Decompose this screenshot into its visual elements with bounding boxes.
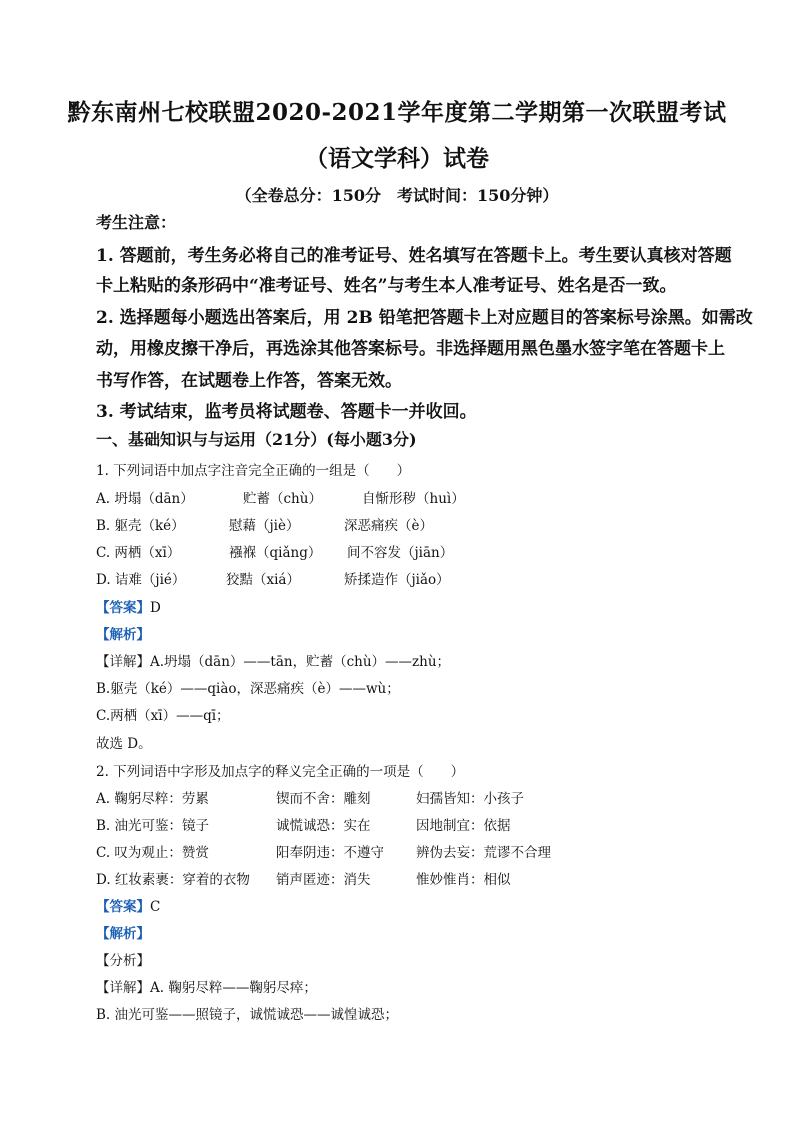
detail-tag: 【详解】 — [96, 654, 150, 670]
q1-c-item2: 襁褓（qiǎng） — [229, 545, 322, 561]
q1-d-item3: 矫揉造作（jiǎo） — [344, 572, 450, 588]
notice-heading: 考生注意： — [96, 213, 177, 232]
q1-b-item1: B. 躯壳（ké） — [96, 518, 185, 534]
q1-detail-line: C.两栖（xī）——qī； — [96, 708, 230, 724]
q2-c-item1: C. 叹为观止：赞赏 — [96, 845, 209, 861]
exam-subtitle: （全卷总分：150分 考试时间：150分钟） — [235, 186, 559, 205]
q1-detail — [96, 650, 450, 670]
analysis-tag: 【解析】 — [96, 627, 150, 643]
q2-b-item2: 诚慌诚恐：实在 — [276, 818, 371, 834]
q1-analysis — [96, 623, 150, 643]
fenxi-tag: 【分析】 — [96, 953, 150, 969]
q1-a-item3: 自惭形秽（huì） — [362, 491, 465, 507]
q1-answer — [96, 596, 161, 616]
notice-line: 1. 答题前，考生务必将自己的准考证号、姓名填写在答题卡上。考生要认真核对答题 — [96, 246, 732, 266]
q1-d-item2: 狡黠（xiá） — [226, 572, 300, 588]
notice-line: 动，用橡皮擦干净后，再选涂其他答案标号。非选择题用黑色墨水签字笔在答题卡上 — [96, 339, 725, 359]
q2-a-item1: A. 鞠躬尽粹：劳累 — [96, 791, 209, 807]
detail-tag: 【详解】 — [96, 980, 150, 996]
q2-detail-line: B. 油光可鉴——照镜子，诚慌诚恐——诚惶诚恐； — [96, 1007, 399, 1023]
q2-d-item1: D. 红妆素裹：穿着的衣物 — [96, 872, 250, 888]
answer-value: D — [150, 600, 161, 616]
q2-c-item2: 阳奉阴违：不遵守 — [276, 845, 384, 861]
q2-d-item3: 惟妙惟肖：相似 — [416, 872, 511, 888]
notice-line: 3. 考试结束，监考员将试题卷、答题卡一并收回。 — [96, 402, 477, 422]
notice-line: 书写作答，在试题卷上作答，答案无效。 — [96, 371, 402, 391]
q2-c-item3: 辨伪去妄：荒谬不合理 — [416, 845, 551, 861]
q1-b-item3: 深恶痛疾（è） — [344, 518, 433, 534]
q1-detail-line: B.躯壳（ké）——qiào，深恶痛疾（è）——wù； — [96, 681, 400, 697]
q2-a-item3: 妇孺皆知：小孩子 — [416, 791, 524, 807]
answer-tag: 【答案】 — [96, 600, 150, 616]
q2-analysis — [96, 922, 150, 942]
q1-d-item1: D. 诘难（jié） — [96, 572, 186, 588]
section1-heading: 一、基础知识与与运用（21分）(每小题3分) — [96, 430, 417, 449]
q1-a-item1: A. 坍塌（dān） — [96, 491, 194, 507]
q1-c-item3: 间不容发（jiān） — [347, 545, 454, 561]
q2-stem: 2. 下列词语中字形及加点字的释义完全正确的一项是（ ） — [96, 764, 465, 780]
detail-line: A.坍塌（dān）——tān，贮蓄（chù）——zhù； — [150, 654, 451, 670]
q1-a-item2: 贮蓄（chù） — [243, 491, 322, 507]
exam-title-line2: （语文学科）试卷 — [305, 145, 489, 172]
q2-b-item3: 因地制宜：依据 — [416, 818, 511, 834]
q1-detail-line: 故选 D。 — [96, 736, 152, 752]
q2-d-item2: 销声匿迹：消失 — [276, 872, 371, 888]
exam-title-line1: 黔东南州七校联盟2020-2021学年度第二学期第一次联盟考试 — [67, 99, 727, 126]
analysis-tag: 【解析】 — [96, 926, 150, 942]
q2-b-item1: B. 油光可鉴：镜子 — [96, 818, 210, 834]
detail-line: A. 鞠躬尽粹——鞠躬尽瘁； — [150, 980, 317, 996]
notice-line: 卡上粘贴的条形码中“准考证号、姓名”与考生本人准考证号、姓名是否一致。 — [96, 276, 677, 296]
q1-b-item2: 慰藉（jiè） — [229, 518, 300, 534]
q1-c-item1: C. 两栖（xī） — [96, 545, 181, 561]
q2-detail — [96, 976, 317, 996]
q2-answer — [96, 895, 160, 915]
q2-fenxi — [96, 949, 150, 969]
notice-line: 2. 选择题每小题选出答案后，用 2B 铅笔把答题卡上对应题目的答案标号涂黑。如需改 — [96, 308, 753, 328]
q1-stem: 1. 下列词语中加点字注音完全正确的一组是（ ） — [96, 463, 411, 479]
answer-tag: 【答案】 — [96, 899, 150, 915]
q2-a-item2: 锲而不舍：雕刻 — [276, 791, 371, 807]
answer-value: C — [150, 899, 161, 915]
